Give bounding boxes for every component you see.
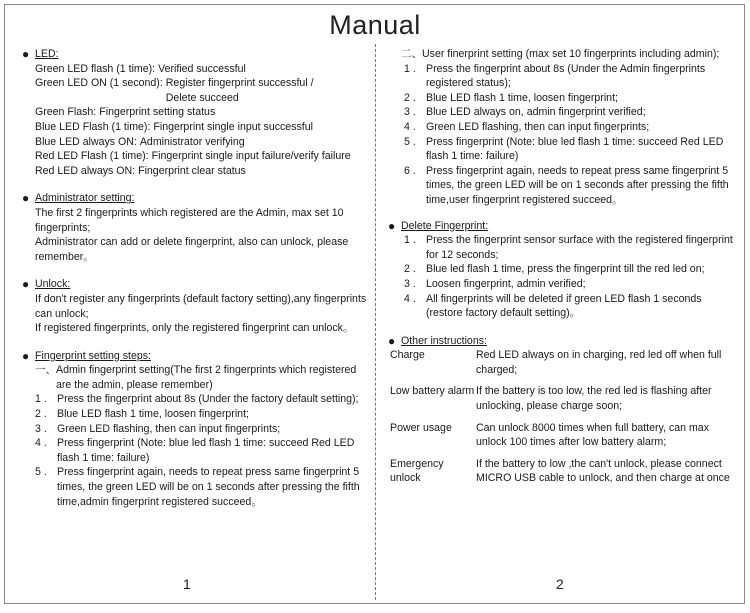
step-item: 3 . Blue LED always on, admin fingerprint verified; bbox=[404, 106, 646, 119]
user-fp-subheading: 二、 User finerprint setting (max set 10 fingerprints including admin); bbox=[401, 48, 720, 60]
right-page bbox=[388, 47, 738, 499]
bullet-icon: ● bbox=[22, 277, 30, 292]
fp-steps-heading: ● Fingerprint setting steps: bbox=[22, 348, 151, 363]
fp-steps-section bbox=[22, 349, 367, 510]
step-item: 1 . Press the fingerprint sensor surface with the registered fingerprint for 12 seconds; bbox=[404, 234, 733, 261]
step-item: 5 . Press fingerprint again, needs to repeat press same fingerprint 5 times, the green LED will be on 1 seconds after pressing the fifth time,admin fingerprint registered succeed。 bbox=[35, 466, 360, 508]
bullet-icon: ● bbox=[22, 47, 30, 61]
other-item: Emergency unlock If the battery to low ,the can't unlock, please connect MICRO USB cable to unlock, and then charge at once bbox=[390, 457, 730, 485]
unlock-heading: ● Unlock: bbox=[22, 277, 71, 292]
delete-section bbox=[388, 219, 738, 321]
page-number-right: 2 bbox=[556, 576, 564, 592]
other-item: Low battery alarm If the battery is too low, the red led is flashing after unlocking, please charge soon; bbox=[390, 385, 712, 413]
page-number-left: 1 bbox=[183, 576, 191, 592]
step-item: 2 . Blue led flash 1 time, press the fingerprint till the red led on; bbox=[404, 263, 705, 276]
admin-line: The first 2 fingerprints which registered are the Admin, max set 10 fingerprints; bbox=[35, 206, 344, 234]
step-item: 4 . All fingerprints will be deleted if green LED flash 1 seconds (restore factory default setting)。 bbox=[404, 292, 702, 320]
step-item: 4 . Green LED flashing, then can input fingerprints; bbox=[404, 120, 650, 133]
unlock-line: If registered fingerprints, only the registered fingerprint can unlock。 bbox=[35, 322, 354, 335]
led-heading: ● LED: bbox=[22, 47, 59, 61]
step-item: 3 . Loosen fingerprint, admin verified; bbox=[404, 277, 586, 290]
page-divider bbox=[375, 44, 376, 600]
admin-line: Administrator can add or delete fingerprint, also can unlock, please remember。 bbox=[35, 236, 349, 263]
step-item: 6 . Press fingerprint again, needs to repeat press same fingerprint 5 times, the green LED will be on 1 seconds after pressing the fifth time,user fingerprint registered succeed。 bbox=[404, 164, 729, 206]
other-section bbox=[388, 334, 738, 486]
admin-section bbox=[22, 191, 367, 264]
other-heading: ● Other instructions: bbox=[388, 333, 487, 348]
admin-heading: ● Administrator setting: bbox=[22, 191, 135, 206]
step-item: 1 . Press the fingerprint about 8s (Under the factory default setting); bbox=[35, 393, 359, 406]
led-row: Green LED ON (1 second): Register fingerprint successful / Delete succeed bbox=[35, 77, 314, 104]
led-row: Green LED flash (1 time): Verified successful bbox=[35, 62, 246, 75]
led-row: Red LED always ON: Fingerprint clear status bbox=[35, 164, 246, 177]
other-item: Power usage Can unlock 8000 times when full battery, can max unlock 100 times after low battery alarm; bbox=[390, 421, 709, 449]
step-item: 3 . Green LED flashing, then can input fingerprints; bbox=[35, 422, 281, 435]
bullet-icon: ● bbox=[388, 218, 396, 233]
led-row: Red LED Flash (1 time): Fingerprint single input failure/verify failure bbox=[35, 150, 351, 163]
led-row: Green Flash: Fingerprint setting status bbox=[35, 106, 216, 119]
step-item: 1 . Press the fingerprint about 8s (Under the Admin fingerprints registered status); bbox=[404, 62, 706, 90]
step-item: 5 . Press fingerprint (Note: blue led flash 1 time: succeed Red LED flash 1 time: failure) bbox=[404, 135, 724, 163]
bullet-icon: ● bbox=[22, 348, 30, 363]
step-item: 2 . Blue LED flash 1 time, loosen fingerprint; bbox=[35, 408, 249, 421]
other-item: Charge Red LED always on in charging, red led off when full charged; bbox=[390, 349, 722, 376]
unlock-line: If don't register any fingerprints (default factory setting),any fingerprints can unlock; bbox=[35, 292, 367, 320]
step-item: 4 . Press fingerprint (Note: blue led flash 1 time: succeed Red LED flash 1 time: failure) bbox=[35, 437, 355, 464]
user-fp-section bbox=[388, 47, 738, 208]
led-row: Blue LED always ON: Administrator verifying bbox=[35, 135, 245, 148]
bullet-icon: ● bbox=[388, 333, 396, 348]
unlock-section bbox=[22, 277, 367, 335]
step-item: 2 . Blue LED flash 1 time, loosen fingerprint; bbox=[404, 91, 618, 104]
led-section bbox=[22, 47, 367, 178]
admin-fp-subheading: 一、 Admin fingerprint setting(The first 2 fingerprints which registered are the admin, please remember) bbox=[35, 364, 357, 391]
delete-heading: ● Delete Fingerprint: bbox=[388, 218, 489, 233]
left-page bbox=[22, 47, 367, 522]
bullet-icon: ● bbox=[22, 191, 30, 206]
manual-title: Manual bbox=[329, 10, 421, 40]
led-row: Blue LED Flash (1 time): Fingerprint single input successful bbox=[35, 120, 313, 133]
